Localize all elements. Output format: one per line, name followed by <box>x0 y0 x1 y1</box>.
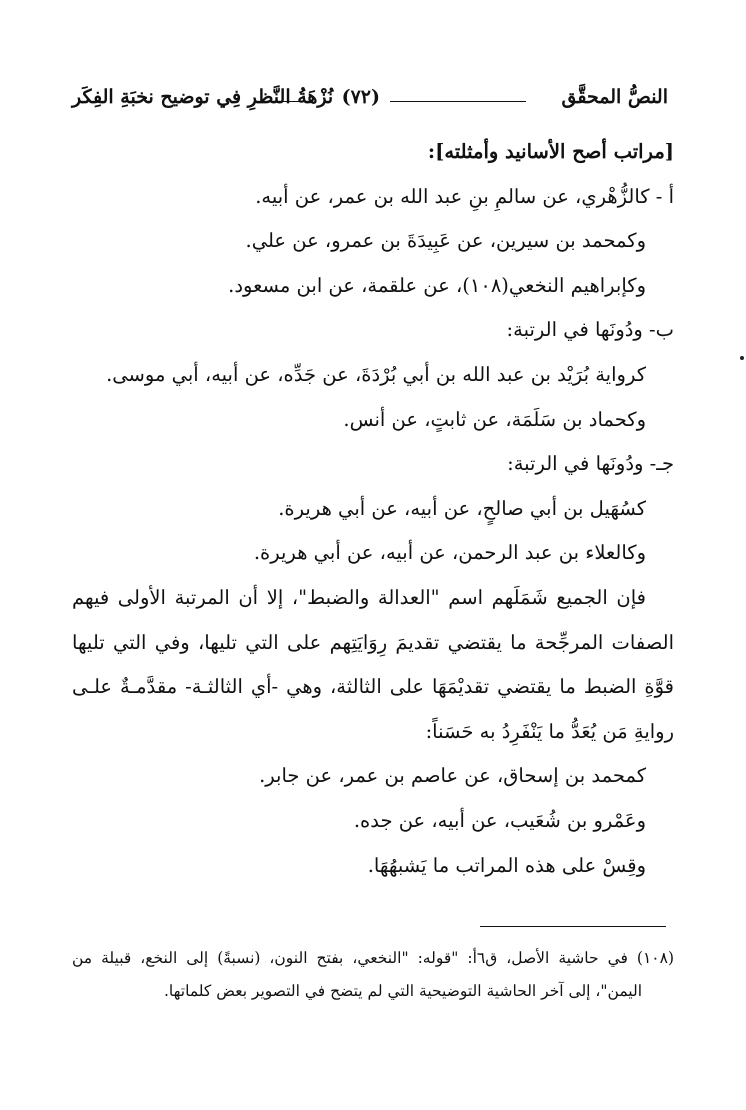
margin-mark <box>740 356 744 360</box>
main-text <box>72 130 674 888</box>
paragraph-line: قوَّةِ الضبط ما يقتضي تقديْمَهَا على الثالثة، وهي -أي الثالثـة- مقدَّمـةٌ علـى <box>72 675 674 699</box>
header-section-title: النصُّ المحقَّق <box>561 86 668 108</box>
page-number: (٧٢) <box>341 86 380 108</box>
text-line: وكإبراهيم النخعي(١٠٨)، عن علقمة، عن ابن مسعود. <box>228 273 646 297</box>
footnote-line: (١٠٨) في حاشية الأصل، ق٦أ: "قوله: "النخعي، بفتح النون، (نسبةً) إلى النخع، قبيلة من <box>72 949 674 967</box>
text-line: جـ- ودُونَها في الرتبة: <box>507 452 674 476</box>
text-line: كمحمد بن إسحاق، عن عاصم بن عمر، عن جابر. <box>259 764 646 788</box>
text-line: وكمحمد بن سيرين، عن عَبِيدَةَ بن عمرو، عن علي. <box>245 229 646 253</box>
footnote-area <box>72 942 674 1008</box>
running-header <box>72 86 668 118</box>
footnote-line: اليمن"، إلى آخر الحاشية التوضيحية التي لم يتضح في التصوير بعض كلماتها. <box>164 982 642 1000</box>
text-line: كسُهَيل بن أبي صالحٍ، عن أبيه، عن أبي هريرة. <box>278 496 646 520</box>
footnote-separator <box>480 926 666 927</box>
text-line: كرواية بُرَيْد بن عبد الله بن أبي بُرْدَةَ، عن جَدِّه، عن أبيه، أبي موسى. <box>106 362 646 386</box>
paragraph-line: روايةِ مَن يُعَدُّ ما يَنْفَرِدُ به حَسَناً: <box>425 719 674 743</box>
text-line: وكالعلاء بن عبد الرحمن، عن أبيه، عن أبي هريرة. <box>253 541 646 565</box>
text-line: وعَمْرو بن شُعَيب، عن أبيه، عن جده. <box>353 808 646 832</box>
text-line: وقِسْ على هذه المراتب ما يَشبهُهَا. <box>367 853 646 877</box>
text-line: ب- ودُونَها في الرتبة: <box>506 318 674 342</box>
text-line: وكحماد بن سَلَمَة، عن ثابتٍ، عن أنس. <box>343 407 646 431</box>
header-book-title: نُزْهَةُ النَّظرِ فِي توضيح نخبَةِ الفِكَر <box>72 86 334 108</box>
paragraph-line: الصفات المرجِّحة ما يقتضي تقديمَ رِوَايَتِهم على التي تليها، وفي التي تليها <box>72 630 674 654</box>
text-line: أ - كالزُّهْري، عن سالمِ بنِ عبد الله بن عمر، عن أبيه. <box>255 184 674 208</box>
section-heading: [مراتب أصح الأسانيد وأمثلته]: <box>427 140 674 163</box>
header-rule-right <box>390 101 526 102</box>
paragraph-line: فإن الجميع شَمَلَهم اسم "العدالة والضبط"، إلا أن المرتبة الأولى فيهم <box>72 585 646 609</box>
